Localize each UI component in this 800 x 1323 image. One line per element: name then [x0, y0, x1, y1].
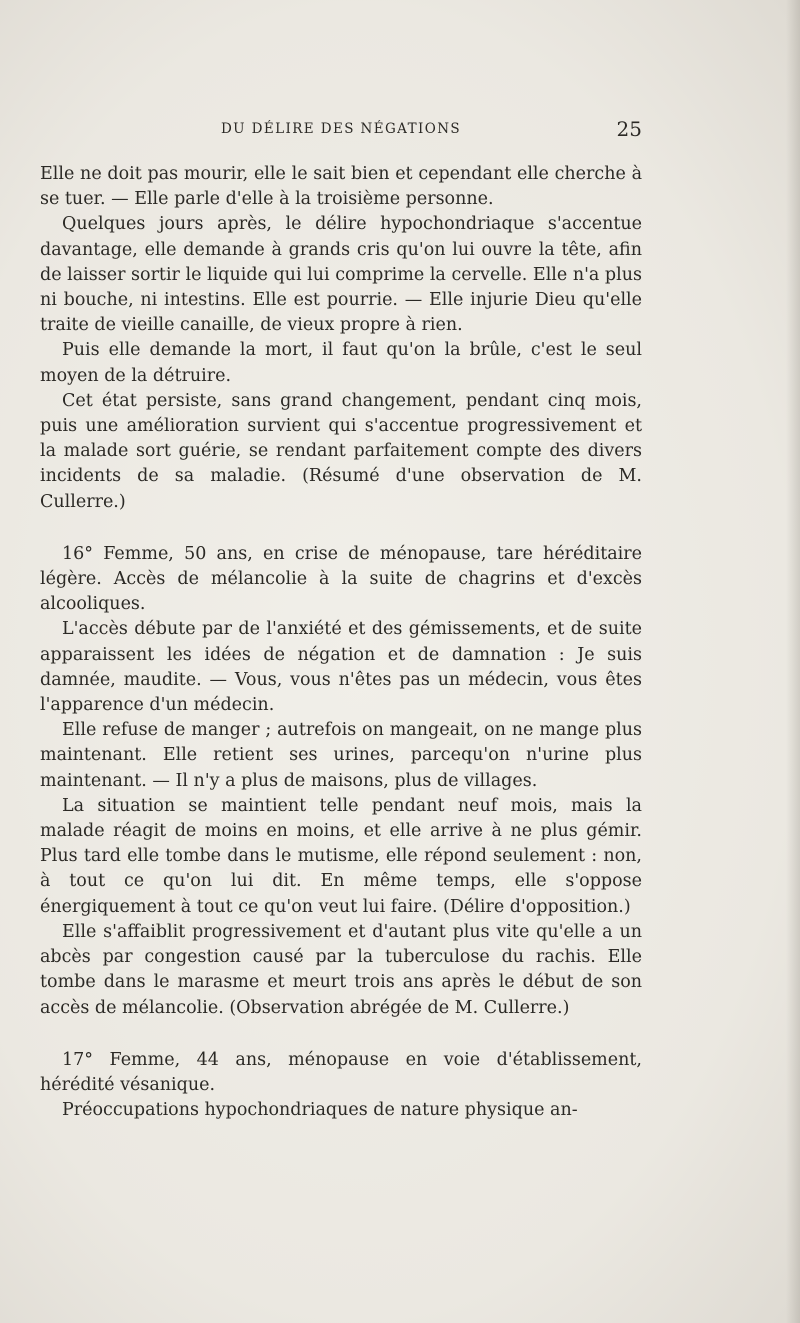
case-16-paragraph: 16° Femme, 50 ans, en crise de ménopause, tare héréditaire légère. Accès de mélancolie à la suite de chagrins et d'excès alcooliques. — [40, 543, 642, 615]
paragraph: Elle s'affaiblit progressivement et d'autant plus vite qu'elle a un abcès par congestion causé par la tuberculose du rachis. Elle tombe dans le marasme et meurt trois ans après le début de son accès de mélancolie. (Observation abrégée de M. Cullerre.) — [40, 921, 642, 1018]
paragraph: Quelques jours après, le délire hypochondriaque s'accentue davantage, elle demande à grands cris qu'on lui ouvre la tête, afin de laisser sortir le liquide qui lui comprime la cervelle. Elle n'a plus ni bouche, ni intestins. Elle est pourrie. — Elle injurie Dieu qu'elle traite de vieille canaille, de vieux propre à rien. — [40, 214, 642, 336]
paragraph: La situation se maintient telle pendant neuf mois, mais la malade réagit de moins en moins, et elle arrive à ne plus gémir. Plus tard elle tombe dans le mutisme, elle répond seulement : non, à tout ce qu'on lui dit. En même temps, elle s'oppose énergiquement à tout ce qu'on veut lui faire. (Délire d'opposition.) — [40, 795, 642, 917]
running-title: DU DÉLIRE DES NÉGATIONS — [220, 121, 462, 137]
paragraph: Préoccupations hypochondriaques de nature physique an- — [62, 1100, 578, 1121]
paragraph: Elle ne doit pas mourir, elle le sait bien et cependant elle cherche à se tuer. — Elle parle d'elle à la troisième personne. — [40, 164, 642, 210]
case-17-paragraph: 17° Femme, 44 ans, ménopause en voie d'établissement, hérédité vésanique. — [40, 1049, 642, 1095]
page-header — [40, 117, 642, 143]
page-number: 25 — [616, 117, 642, 141]
paragraph: Cet état persiste, sans grand changement, pendant cinq mois, puis une amélioration survient qui s'accentue progressivement et la malade sort guérie, se rendant parfaitement compte des divers incidents de sa maladie. (Résumé d'une observation de M. Cullerre.) — [40, 390, 642, 512]
paragraph: Elle refuse de manger ; autrefois on mangeait, on ne mange plus maintenant. Elle retient ses urines, parcequ'on n'urine plus maintenant. — Il n'y a plus de maisons, plus de villages. — [40, 720, 642, 791]
paragraph: L'accès débute par de l'anxiété et des gémissements, et de suite apparaissent les idées de négation et de damnation : Je suis damnée, maudite. — Vous, vous n'êtes pas un médecin, vous êtes l'apparence d'un médecin. — [40, 619, 642, 716]
body-text — [40, 162, 642, 1123]
paragraph: Puis elle demande la mort, il faut qu'on la brûle, c'est le seul moyen de la détruire. — [40, 340, 642, 386]
